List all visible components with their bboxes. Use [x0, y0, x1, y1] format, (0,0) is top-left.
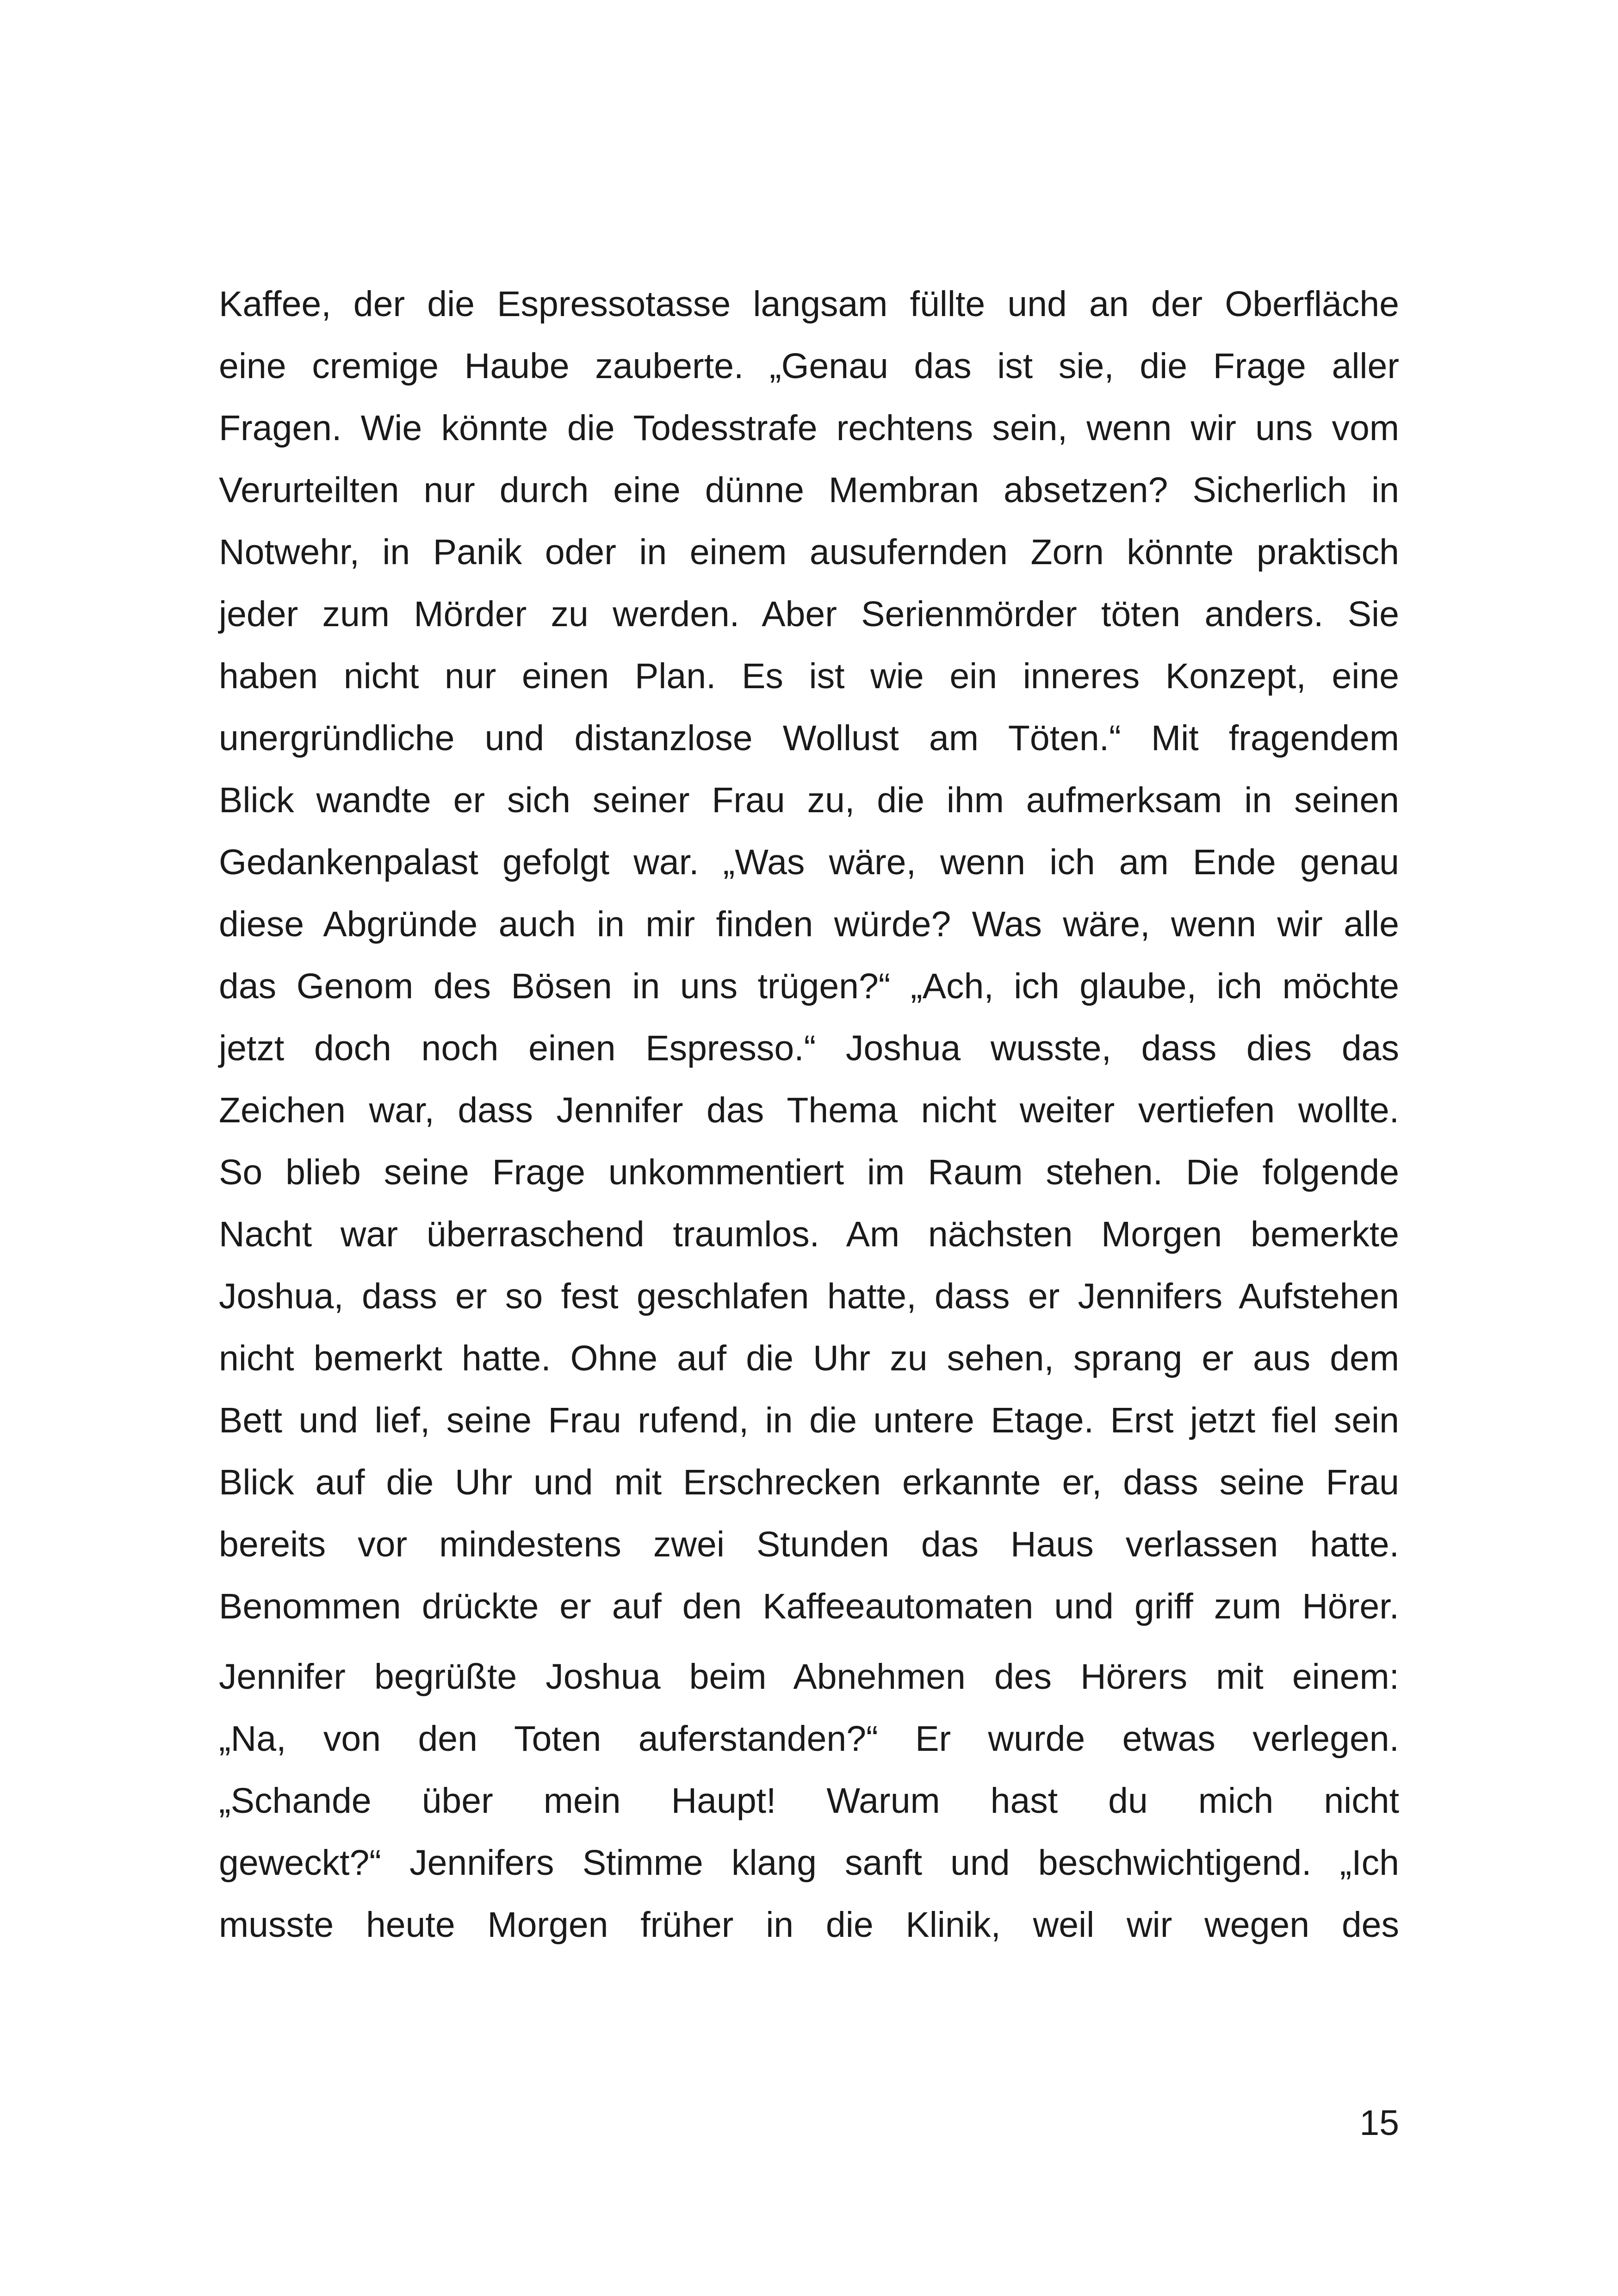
- text-line: eine cremige Haube zauberte. „Genau das ist sie, die Frage aller: [219, 346, 1399, 386]
- text-line: Gedankenpalast gefolgt war. „Was wäre, wenn ich am Ende genau: [219, 842, 1399, 882]
- paragraph: [219, 1646, 1399, 1956]
- text-line: Zeichen war, dass Jennifer das Thema nicht weiter vertiefen wollte.: [219, 1090, 1399, 1130]
- text-line: diese Abgründe auch in mir finden würde? Was wäre, wenn wir alle: [219, 904, 1399, 944]
- text-line: Nacht war überraschend traumlos. Am nächsten Morgen bemerkte: [219, 1214, 1399, 1254]
- text-line: Kaffee, der die Espressotasse langsam füllte und an der Oberfläche: [219, 284, 1399, 324]
- text-line: So blieb seine Frage unkommentiert im Raum stehen. Die folgende: [219, 1152, 1399, 1192]
- text-line: haben nicht nur einen Plan. Es ist wie ein inneres Konzept, eine: [219, 656, 1399, 696]
- text-line: „Na, von den Toten auferstanden?“ Er wurde etwas verlegen.: [219, 1719, 1399, 1759]
- paragraph: [219, 273, 1399, 1637]
- text-line: Joshua, dass er so fest geschlafen hatte, dass er Jennifers Aufstehen: [219, 1276, 1399, 1316]
- text-line: Blick auf die Uhr und mit Erschrecken erkannte er, dass seine Frau: [219, 1462, 1399, 1502]
- text-line: Notwehr, in Panik oder in einem ausufernden Zorn könnte praktisch: [219, 532, 1399, 572]
- text-line: Jennifer begrüßte Joshua beim Abnehmen des Hörers mit einem:: [219, 1657, 1399, 1697]
- text-line: musste heute Morgen früher in die Klinik, weil wir wegen des: [219, 1905, 1399, 1945]
- text-line: Verurteilten nur durch eine dünne Membran absetzen? Sicherlich in: [219, 470, 1399, 510]
- text-line: jeder zum Mörder zu werden. Aber Serienmörder töten anders. Sie: [219, 594, 1399, 634]
- text-line: unergründliche und distanzlose Wollust am Töten.“ Mit fragendem: [219, 718, 1399, 758]
- text-line: nicht bemerkt hatte. Ohne auf die Uhr zu sehen, sprang er aus dem: [219, 1338, 1399, 1378]
- page-number: 15: [1359, 2103, 1399, 2143]
- text-line: „Schande über mein Haupt! Warum hast du mich nicht: [219, 1781, 1399, 1821]
- text-line: das Genom des Bösen in uns trügen?“ „Ach, ich glaube, ich möchte: [219, 966, 1399, 1006]
- text-line: Benommen drückte er auf den Kaffeeautomaten und griff zum Hörer.: [219, 1587, 1399, 1626]
- text-line: Blick wandte er sich seiner Frau zu, die ihm aufmerksam in seinen: [219, 780, 1399, 820]
- text-line: Bett und lief, seine Frau rufend, in die untere Etage. Erst jetzt fiel sein: [219, 1400, 1399, 1440]
- text-line: Fragen. Wie könnte die Todesstrafe rechtens sein, wenn wir uns vom: [219, 408, 1399, 448]
- text-line: geweckt?“ Jennifers Stimme klang sanft und beschwichtigend. „Ich: [219, 1843, 1399, 1883]
- text-line: jetzt doch noch einen Espresso.“ Joshua wusste, dass dies das: [219, 1028, 1399, 1068]
- text-line: bereits vor mindestens zwei Stunden das Haus verlassen hatte.: [219, 1524, 1399, 1564]
